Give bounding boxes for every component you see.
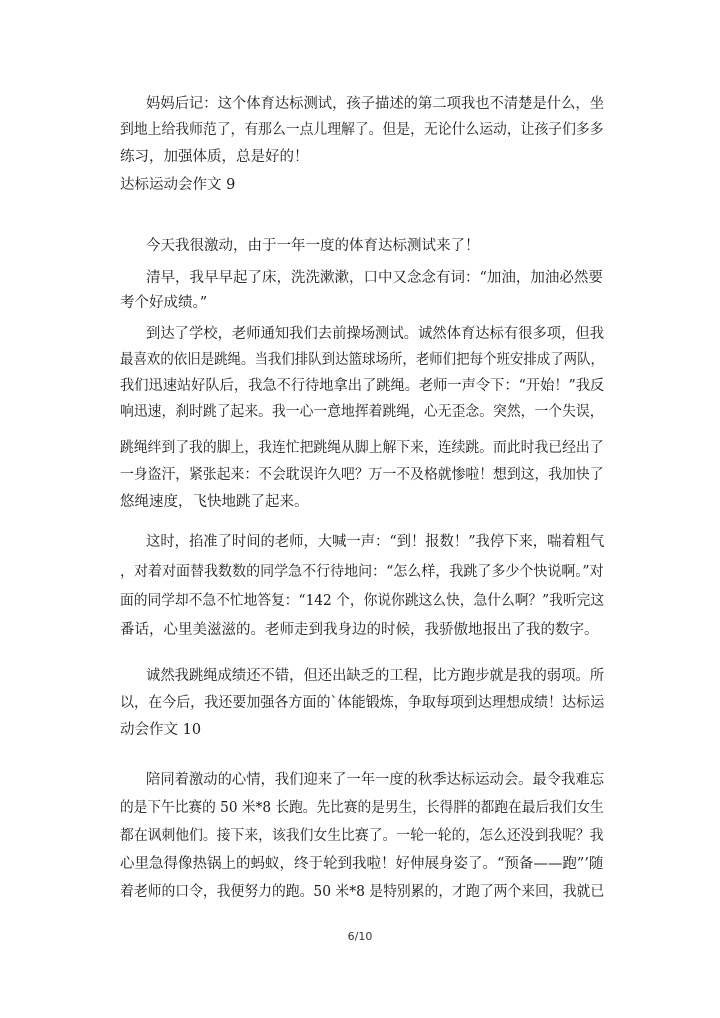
paragraph-line: 我们迅速站好队后，我急不行待地拿出了跳绳。老师一声令下：“开始！”我反 — [120, 378, 605, 394]
paragraph-line: 今天我很激动，由于一年一度的体育达标测试来了！ — [146, 238, 480, 254]
paragraph-line: 诚然我跳绳成绩还不错，但还出缺乏的工程，比方跑步就是我的弱项。所 — [146, 668, 605, 684]
paragraph-line: 练习，加强体质，总是好的！ — [120, 149, 309, 165]
paragraph-line: 一身盗汗，紧张起来：不会耽误许久吧？万一不及格就惨啦！想到这，我加快了 — [120, 467, 604, 483]
paragraph-line: 以，在今后，我还要加强各方面的`体能锻炼，争取每项到达理想成绩！达标运 — [120, 695, 605, 711]
paragraph-line: 响迅速，刹时跳了起来。我一心一意地挥着跳绳，心无歪念。突然，一个失误， — [120, 404, 604, 420]
paragraph-line: 最喜欢的依旧是跳绳。当我们排队到达篮球场所，老师们把每个班安排成了两队， — [120, 352, 604, 368]
paragraph-line: 这时，掐准了时间的老师，大喊一声：“到！报数！”我停下来，喘着粗气 — [146, 534, 605, 550]
section-heading: 达标运动会作文 9 — [120, 177, 236, 193]
paragraph-line: 的是下午比赛的 50 米*8 长跑。先比赛的是男生，长得胖的都跑在最后我们女生 — [120, 800, 604, 816]
paragraph-line: 考个好成绩。” — [120, 295, 208, 311]
paragraph-line: 番话，心里美滋滋的。老师走到我身边的时候，我骄傲地报出了我的数字。 — [120, 622, 599, 638]
page-number: 6/10 — [347, 930, 373, 943]
paragraph-line: 面的同学却不急不忙地答复：“142 个，你说你跳这么快，急什么啊？”我听完这 — [120, 593, 605, 609]
paragraph-line: 动会作文 10 — [120, 722, 202, 738]
paragraph-line: ，对着对面替我数数的同学急不行待地问：“怎么样，我跳了多少个快说啊。”对 — [120, 564, 604, 580]
paragraph-line: 到地上给我师范了，有那么一点儿理解了。但是，无论什么运动，让孩子们多多 — [120, 122, 604, 138]
paragraph-line: 到达了学校，老师通知我们去前操场测试。诚然体育达标有很多项，但我 — [146, 326, 605, 342]
paragraph-line: 妈妈后记：这个体育达标测试，孩子描述的第二项我也不清楚是什么，坐 — [146, 96, 605, 112]
paragraph-line: 都在讽刺他们。接下来，该我们女生比赛了。一轮一轮的，怎么还没到我呢？我 — [120, 828, 604, 844]
paragraph-line: 跳绳绊到了我的脚上，我连忙把跳绳从脚上解下来，连续跳。而此时我已经出了 — [120, 440, 604, 456]
paragraph-line: 陪同着激动的心情，我们迎来了一年一度的秋季达标运动会。最令我难忘 — [146, 772, 605, 788]
paragraph-line: 清早，我早早起了床，洗洗漱漱，口中又念念有词：“加油，加油必然要 — [146, 270, 603, 286]
paragraph-line: 着老师的口令，我便努力的跑。50 米*8 是特别累的，才跑了两个来回，我就已 — [120, 884, 605, 900]
paragraph-line: 心里急得像热锅上的蚂蚁，终于轮到我啦！好伸展身姿了。“预备——跑”’随 — [120, 856, 604, 872]
paragraph-line: 悠绳速度，飞快地跳了起来。 — [120, 494, 309, 510]
